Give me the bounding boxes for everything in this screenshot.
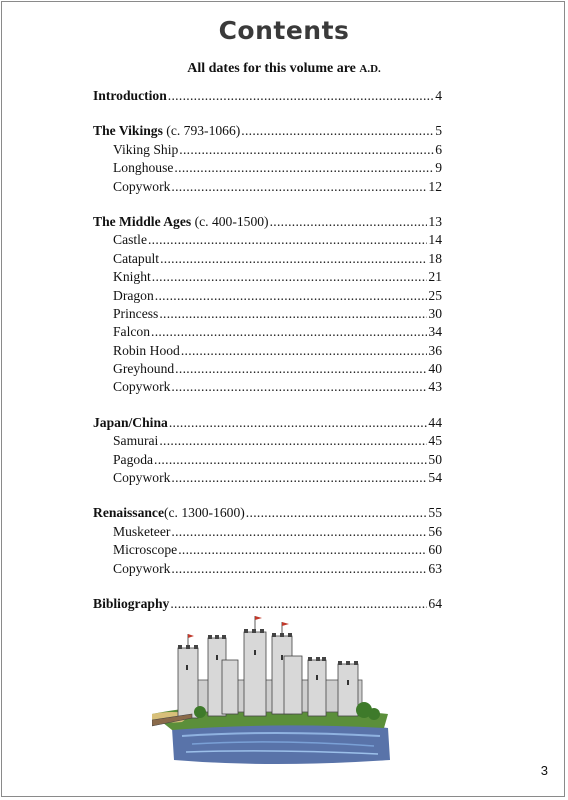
toc-page-number: 18 — [428, 250, 442, 266]
dot-leader — [270, 214, 428, 230]
dot-leader — [159, 433, 427, 449]
toc-subentry — [93, 379, 442, 397]
toc-entry-label — [93, 123, 240, 139]
toc-entry-title: Copywork — [113, 379, 171, 395]
dates-note-era: A.D. — [359, 63, 381, 75]
toc-subentry — [93, 524, 442, 542]
toc-entry-title: Viking Ship — [113, 141, 179, 157]
dot-leader — [179, 142, 434, 158]
dot-leader — [181, 343, 428, 359]
dot-leader — [175, 361, 427, 377]
toc-subentry — [93, 269, 442, 287]
toc-entry-title: Longhouse — [113, 160, 174, 176]
table-of-contents — [93, 88, 442, 614]
toc-subentry — [93, 361, 442, 379]
toc-entry-title: The Middle Ages — [93, 213, 192, 229]
toc-entry-label — [113, 452, 153, 468]
toc-entry-label — [113, 160, 173, 176]
toc-page-number: 34 — [428, 324, 442, 340]
toc-entry-title: Pagoda — [113, 451, 154, 467]
castle-on-water-illustration — [152, 610, 392, 770]
toc-section-entry — [93, 123, 442, 141]
toc-entry-dates: (c. 793-1066) — [162, 123, 241, 139]
dot-leader — [152, 269, 428, 285]
toc-subentry — [93, 142, 442, 160]
toc-entry-label — [113, 433, 158, 449]
dates-note-text: All dates for this volume are — [187, 61, 356, 76]
toc-section-entry — [93, 214, 442, 232]
dot-leader — [155, 288, 428, 304]
dot-leader — [171, 179, 427, 195]
toc-page-number: 4 — [435, 88, 442, 103]
toc-entry-title: Copywork — [113, 470, 171, 486]
toc-page-number: 64 — [428, 595, 442, 611]
toc-subentry — [93, 343, 442, 361]
toc-page-number: 43 — [428, 379, 442, 395]
dot-leader — [169, 415, 428, 431]
toc-page-number: 6 — [435, 141, 442, 157]
dot-leader — [171, 561, 427, 577]
toc-section-entry — [93, 415, 442, 433]
toc-subentry — [93, 561, 442, 579]
toc-page-number: 9 — [435, 160, 442, 176]
toc-page-number: 36 — [428, 342, 442, 358]
toc-page-number: 44 — [428, 414, 442, 430]
toc-entry-title: Microscope — [113, 542, 178, 558]
toc-page-number: 63 — [428, 560, 442, 576]
dot-leader — [246, 505, 428, 521]
toc-subentry — [93, 160, 442, 178]
toc-entry-label — [113, 232, 147, 248]
dot-leader — [174, 160, 434, 176]
toc-entry-label — [113, 470, 170, 486]
page-title: Contents — [218, 16, 350, 45]
toc-entry-title: Musketeer — [113, 523, 171, 539]
toc-entry-label — [113, 324, 150, 340]
section-spacer — [93, 579, 442, 596]
toc-entry-label — [113, 251, 159, 267]
toc-entry-label — [113, 306, 158, 322]
toc-page-number: 54 — [428, 470, 442, 486]
toc-page-number: 12 — [428, 178, 442, 194]
toc-entry-label — [93, 214, 269, 230]
toc-entry-label — [113, 142, 178, 158]
dot-leader — [171, 379, 427, 395]
toc-page-number: 13 — [428, 213, 442, 229]
toc-subentry — [93, 232, 442, 250]
dot-leader — [160, 251, 427, 267]
toc-subentry — [93, 251, 442, 269]
toc-entry-label — [93, 415, 168, 431]
dot-leader — [171, 470, 427, 486]
toc-entry-label — [93, 505, 245, 521]
toc-page-number: 30 — [428, 305, 442, 321]
crenellations — [178, 629, 358, 665]
dot-leader — [151, 324, 427, 340]
toc-entry-title: Knight — [113, 269, 151, 285]
dot-leader — [154, 452, 427, 468]
toc-subentry — [93, 433, 442, 451]
toc-page-number: 21 — [428, 269, 442, 285]
dot-leader — [178, 542, 427, 558]
section-spacer — [93, 488, 442, 505]
toc-page-number: 14 — [428, 232, 442, 248]
toc-entry-dates: (c. 1300-1600) — [164, 505, 245, 521]
toc-entry-title: Castle — [113, 232, 147, 248]
toc-entry-title: Japan/China — [93, 414, 168, 430]
toc-subentry — [93, 306, 442, 324]
section-spacer — [93, 106, 442, 123]
toc-page-number: 55 — [428, 505, 442, 521]
toc-entry-title: Princess — [113, 305, 159, 321]
page-number: 3 — [540, 763, 548, 778]
toc-page-number: 25 — [428, 287, 442, 303]
toc-subentry — [93, 542, 442, 560]
toc-entry-title: Falcon — [113, 324, 150, 340]
toc-subentry — [93, 324, 442, 342]
toc-entry-label — [113, 542, 177, 558]
dot-leader — [171, 524, 427, 540]
toc-entry-label — [113, 524, 170, 540]
toc-entry-title: Copywork — [113, 560, 171, 576]
toc-entry-title: Greyhound — [113, 361, 175, 377]
section-spacer — [93, 197, 442, 214]
section-spacer — [93, 398, 442, 415]
toc-entry-label — [113, 288, 154, 304]
dot-leader — [241, 123, 434, 139]
dot-leader — [159, 306, 427, 322]
toc-entry-title: Introduction — [93, 88, 167, 103]
toc-section-entry — [93, 88, 442, 106]
toc-entry-label — [113, 269, 151, 285]
dot-leader — [168, 88, 434, 104]
toc-subentry — [93, 470, 442, 488]
toc-entry-title: Dragon — [113, 287, 154, 303]
toc-entry-label — [113, 379, 170, 395]
moat-water — [172, 723, 390, 764]
dot-leader — [148, 232, 427, 248]
toc-entry-title: Catapult — [113, 250, 160, 266]
toc-subentry — [93, 288, 442, 306]
toc-entry-title: Samurai — [113, 433, 159, 449]
toc-entry-title: Copywork — [113, 178, 171, 194]
toc-entry-label — [113, 361, 174, 377]
toc-entry-title: The Vikings — [93, 123, 163, 139]
toc-entry-title: Robin Hood — [113, 342, 180, 358]
toc-subentry — [93, 179, 442, 197]
toc-page-number: 40 — [428, 361, 442, 377]
dates-note — [0, 61, 568, 77]
toc-entry-title: Bibliography — [93, 595, 170, 611]
toc-entry-label — [93, 88, 167, 104]
toc-entry-title: Renaissance — [93, 505, 164, 521]
toc-subentry — [93, 452, 442, 470]
toc-entry-label — [113, 179, 170, 195]
toc-entry-label — [113, 343, 180, 359]
toc-entry-dates: (c. 400-1500) — [191, 213, 269, 229]
toc-page-number: 5 — [435, 123, 442, 139]
toc-section-entry — [93, 505, 442, 523]
toc-entry-label — [113, 561, 170, 577]
toc-page-number: 56 — [428, 523, 442, 539]
toc-page-number: 60 — [428, 542, 442, 558]
toc-page-number: 50 — [428, 451, 442, 467]
toc-page-number: 45 — [428, 433, 442, 449]
